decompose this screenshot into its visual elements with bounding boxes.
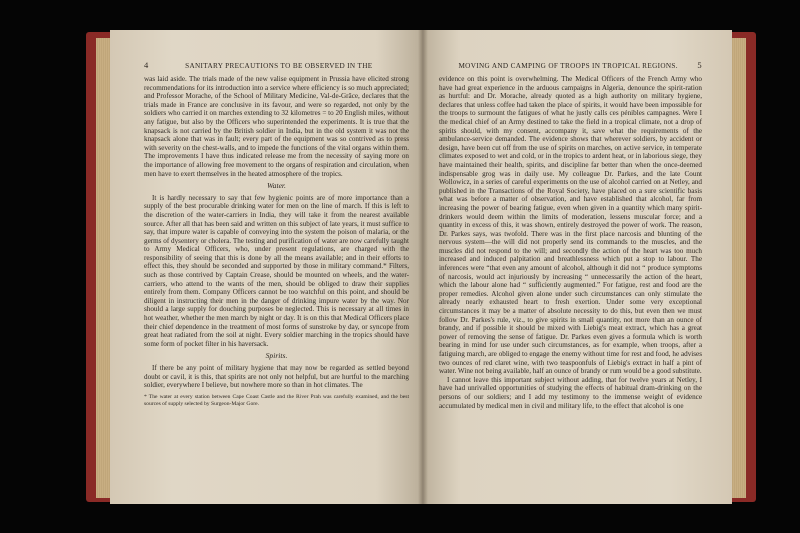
right-paragraph-1: evidence on this point is overwhelming. The Medical Officers of the French Army who have had great experience in the arduous campaigns in Algeria, denounce the spirit-ration as hurtful: and Dr. Morache, already quoted as a high authority on military hygiene, declares that unless coffee had taken the place of spirits, it would have been impossible for the troops to surmount the fatigues of what he justly calls ces pénibles campagnes. Were I the medical chief of an Army destined to take the field in a tropical climate, not a drop of spirits should, with my consent, accompany it, save what the requirements of the ambulance-service demanded. The evidence shows that wherever soldiers, by accident or design, have been cut off from the use of spirits on marches, on active service, in temperate climates exposed to wet and cold, or in the tropics to ardent heat, or in laborious siege, they have maintained their health, spirits, and discipline far better than when the once-deemed indispensable grog was in daily use. My colleague Dr. Parkes, and the late Count Wollowicz, in a series of careful experiments on the use of alcohol carried on at Netley, and published in the Transactions of the Royal Society, have placed on a sure scientific basis what was before a matter of observation, and have established that alcohol, far from increasing the power of bearing fatigue, even when given in a quantity which many spirit-drinkers would deem within the limits of moderation, lessens muscular force; and a quantity in excess of this, it was shown, entirely destroyed the power of work. The reason, Dr. Parkes says, was twofold. There was in the first place narcosis and blunting of the nervous system—the will did not properly send its commands to the muscles, and the muscles did not respond to the will; and secondly the action of the heart was too much increased and induced palpitation and breathlessness which put a stop to labour. The inferences were “that even any amount of alcohol, although it did not “ produce symptoms of narcosis, would act injuriously by increasing “ unnecessarily the action of the heart, which the labour alone had “ sufficiently augmented.” For fatigue, rest and food are the proper remedies. Alcohol given alone under such circumstances can only stimulate the already nearly exhausted heart to fresh exertion. Under some very exceptional circumstances it may be a matter of absolute necessity to do this, but even then we must follow Dr. Parkes's rule, viz., to give spirits in small quantity, not more than an ounce of brandy, and if possible it should be mixed with Liebig's meat extract, which has a great power of removing the sense of fatigue. Dr. Parkes even gives a formula which is worth bearing in mind for use under such circumstances, as for example, when troops, after a fatiguing march, are obliged to engage the enemy without time for rest and food, he advises two ounces of red claret wine, with two teaspoonfuls of Liebig's extract in half a pint of water. Wine not being available, half an ounce of brandy or rum would be a good substitute. bbox=[439, 75, 702, 376]
left-paragraph-1: was laid aside. The trials made of the new valise equipment in Prussia have elicited strong recommendations for its introduction into a service where efficiency is so much appreciated; and Professor Morache, of the School of Military Medicine, Val-de-Grâce, declares that the trials made in France are conclusive in its favour, and were so regarded, not only by the soldiers who carried it on marches extending to 32 kilometres = to 20 English miles, without any fatigue, but also by the Officers who superintended the experiments. It is true that the knapsack is not carried by the British soldier in India, but in the old system it was not the knapsack alone that was in fault; every part of the equipment was so contrived as to press with severity on the chest-walls, and to impede the functions of the vital organs within them. The improvements I have thus indicated release me from the necessity of saying more on the importance of allowing free movement to the organs of respiration and circulation, when men have to exert themselves in the heated atmosphere of the tropics. bbox=[144, 75, 409, 178]
right-paragraph-2: I cannot leave this important subject without adding, that for twelve years at Netley, I have had unrivalled opportunities of studying the effects of habitual dram-drinking on the persons of our soldiers; and I add my testimony to the immense weight of evidence accumulated by medical men in civil and military life, to the effect that alcohol is one bbox=[439, 375, 702, 410]
right-body bbox=[439, 75, 702, 410]
right-page-number: 5 bbox=[697, 60, 702, 70]
left-paragraph-3: If there be any point of military hygiene that may now be regarded as settled beyond doubt or cavil, it is this, that spirits are not only not helpful, but are hurtful to the marching soldier, everywhere I believe, but nowhere more so than in hot climates. The bbox=[144, 364, 409, 390]
left-running-head bbox=[144, 60, 409, 70]
left-paragraph-2: It is hardly necessary to say that few hygienic points are of more importance than a supply of the best procurable drinking water for men on the line of march. If this is left to the discretion of the water-carriers in India, they will take it from the nearest available source. After all that has been said and written on this subject of late years, it must suffice to say, that impure water is capable of conveying into the system the poison of malaria, or the germs of dysentery or cholera. The testing and purification of water are now carefully taught to Army Medical Officers, who, under present regulations, are charged with the responsibility of seeing that this is done by all the means available; and in their efforts to effect this, they should be seconded and supported by those in military command.* Filters, such as those contrived by Captain Crease, should be mounted on wheels, and the water-carriers, who attend to the wants of the men, should be obliged to draw their supplies entirely from them. Company Officers cannot be too watchful on this point, and should be diligent in instructing their men in the danger of drinking impure water by the way. Nor should a large supply for douching purposes be neglected. This is necessary at all times in hot weather, whether the men march by night or day. It is on this that Medical Officers place their chief dependence in the treatment of most forms of sunstroke by day, or syncope from great heat radiated from the soil at night. Every soldier marching in the tropics should have some form of pocket filter in his haversack. bbox=[144, 193, 409, 348]
right-running-head bbox=[439, 60, 702, 70]
right-running-head-text: MOVING AND CAMPING OF TROOPS IN TROPICAL REGIONS. bbox=[458, 62, 678, 70]
right-page bbox=[423, 30, 732, 504]
book-gutter bbox=[418, 30, 428, 504]
left-footnote: * The water at every station between Cape Coast Castle and the River Prah was carefully examined, and the best sources of supply selected by Surgeon-Major Gore. bbox=[144, 393, 409, 407]
left-running-head-text: SANITARY PRECAUTIONS TO BE OBSERVED IN THE bbox=[185, 62, 373, 70]
left-page bbox=[110, 30, 423, 504]
section-title-water: Water. bbox=[267, 181, 286, 191]
left-body bbox=[144, 75, 409, 390]
section-title-spirits: Spirits. bbox=[265, 351, 288, 361]
left-page-number: 4 bbox=[144, 60, 149, 70]
open-book bbox=[86, 26, 756, 506]
